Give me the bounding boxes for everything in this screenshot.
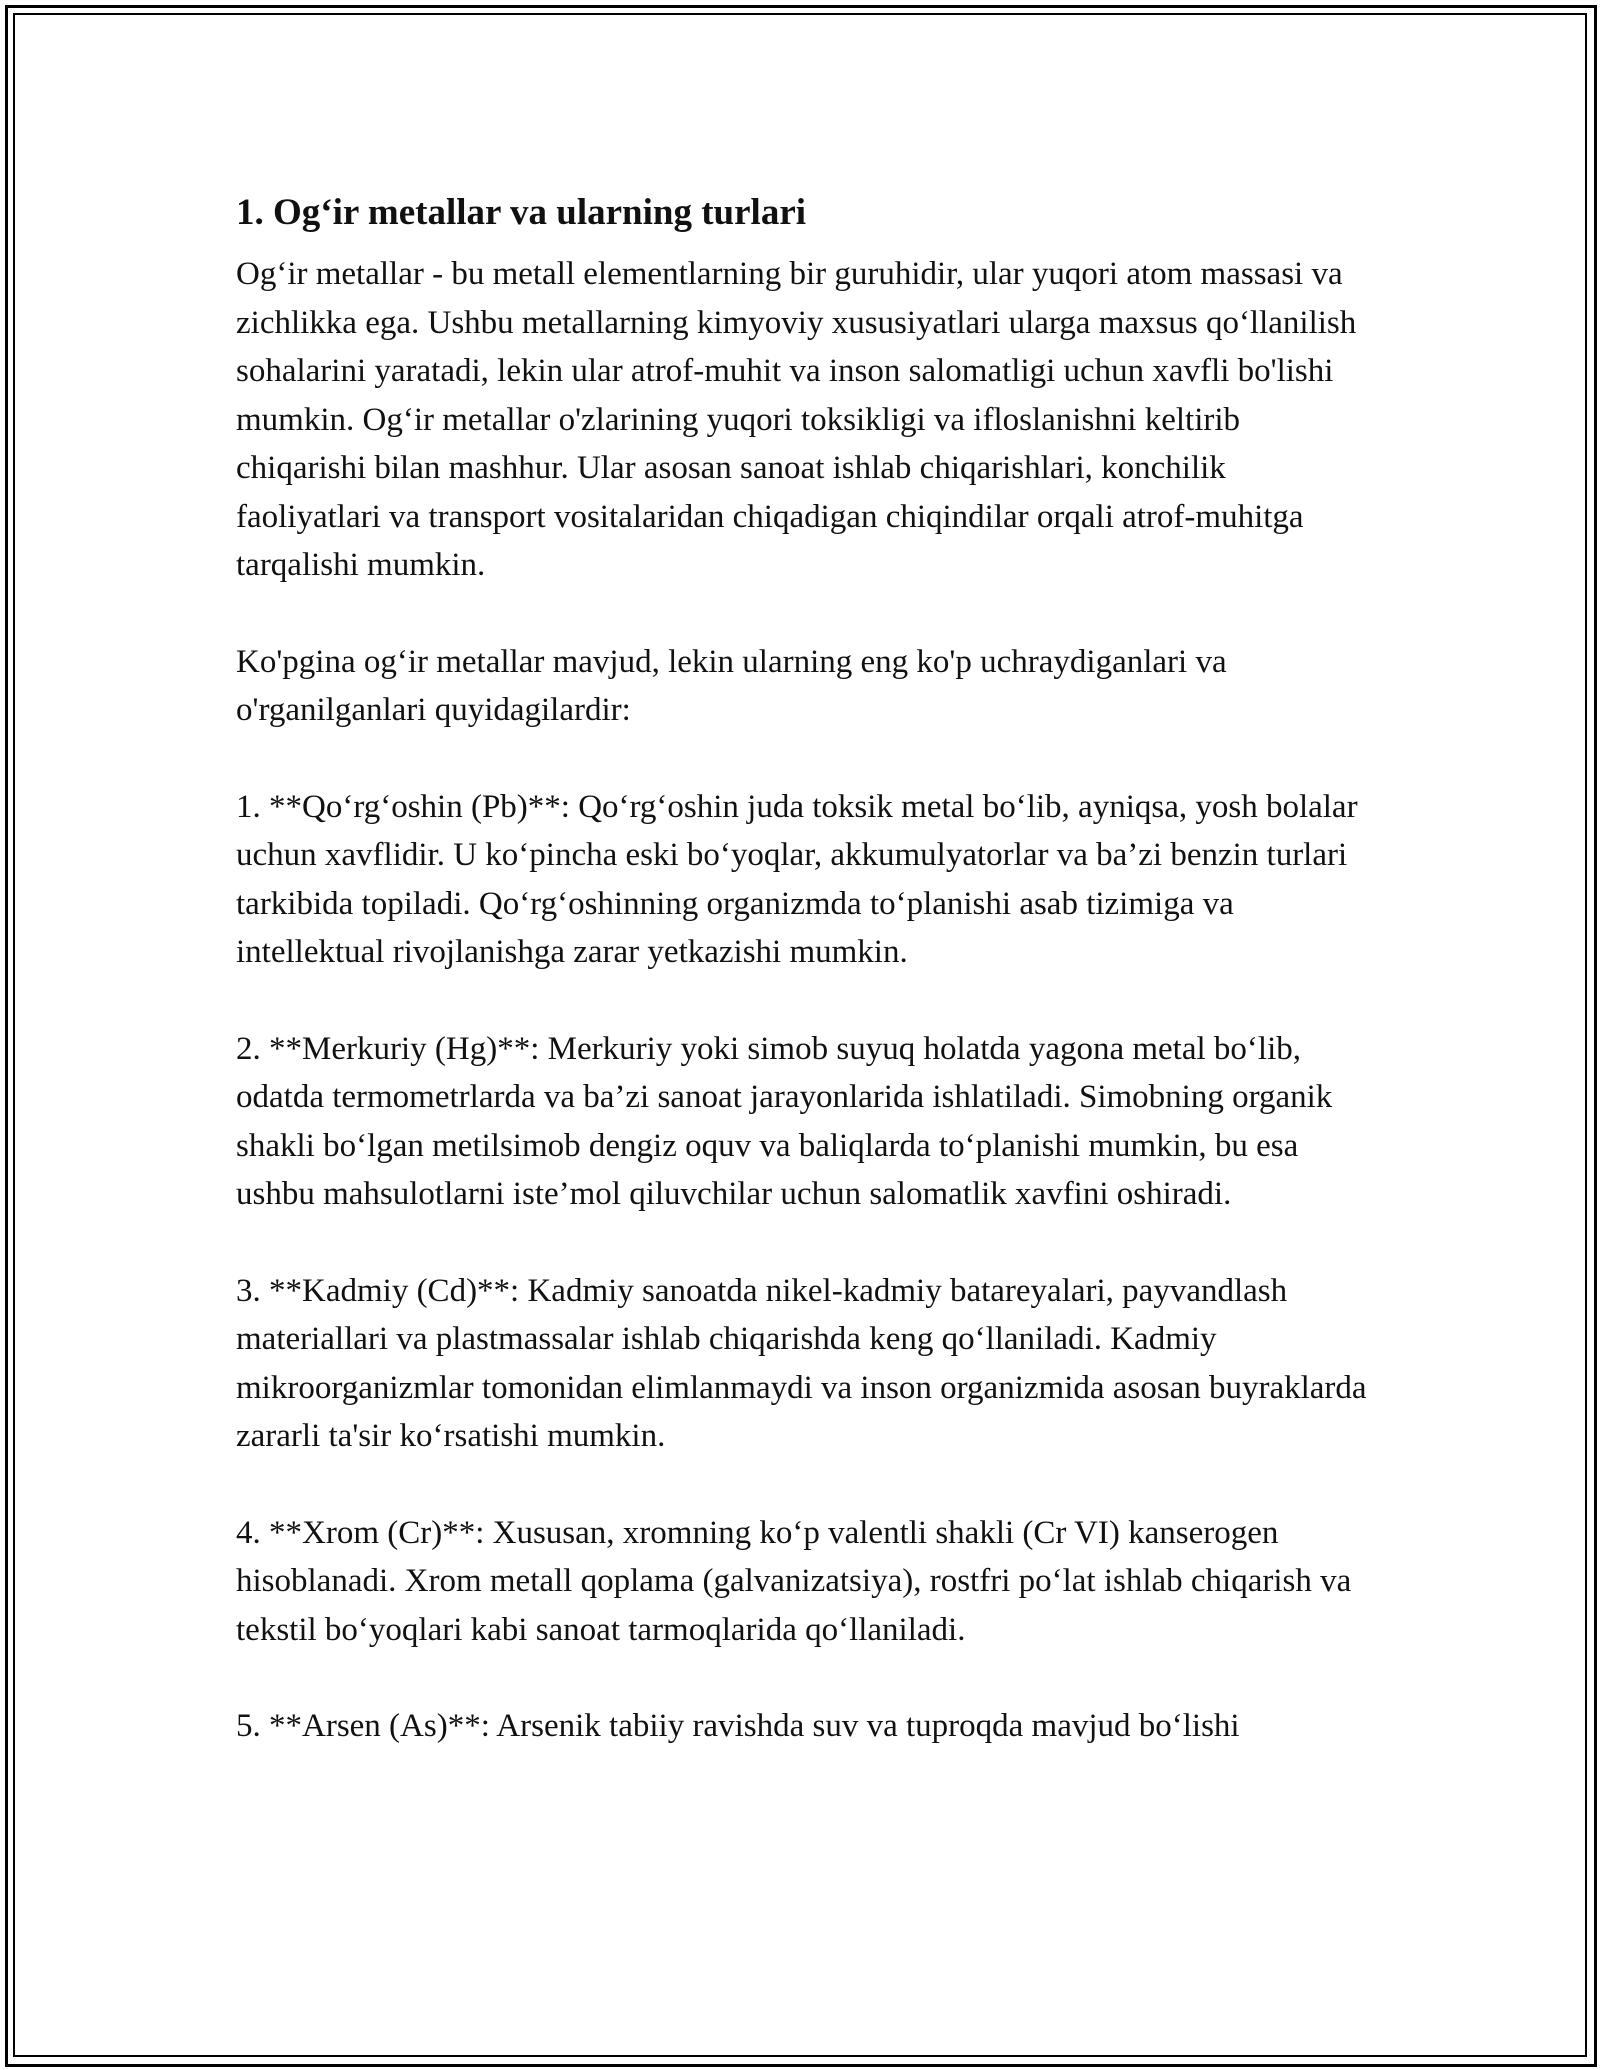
paragraph-intro: Og‘ir metallar - bu metall elementlarning bir guruhidir, ular yuqori atom massasi va zichlikka ega. Ushbu metallarning kimyoviy xususiyatlari ularga maxsus qo‘llanilish sohalarini yaratadi, lekin ular atrof-muhit va inson salomatligi uchun xavfli bo'lishi mumkin. Og‘ir metallar o'zlarining yuqori toksikligi va ifloslanishni keltirib chiqarishi bilan mashhur. Ular asosan sanoat ishlab chiqarishlari, konchilik faoliyatlari va transport vositalaridan chiqadigan chiqindilar orqali atrof-muhitga tarqalishi mumkin.: [236, 256, 1357, 583]
document-body: [236, 188, 1376, 1751]
section-heading: 1. Og‘ir metallar va ularning turlari: [236, 192, 807, 233]
list-item-chromium: 4. **Xrom (Cr)**: Xususan, xromning ko‘p valentli shakli (Cr VI) kanserogen hisoblanadi. Xrom metall qoplama (galvanizatsiya), rostfri po‘lat ishlab chiqarish va tekstil bo‘yoqlari kabi sanoat tarmoqlarida qo‘llaniladi.: [236, 1514, 1352, 1648]
list-item-lead: 1. **Qo‘rg‘oshin (Pb)**: Qo‘rg‘oshin juda toksik metal bo‘lib, ayniqsa, yosh bolalar uchun xavflidir. U ko‘pincha eski bo‘yoqlar, akkumulyatorlar va ba’zi benzin turlari tarkibida topiladi. Qo‘rg‘oshinning organizmda to‘planishi asab tizimiga va intellektual rivojlanishga zarar yetkazishi mumkin.: [236, 788, 1358, 970]
list-item-cadmium: 3. **Kadmiy (Cd)**: Kadmiy sanoatda nikel-kadmiy batareyalari, payvandlash materiallari va plastmassalar ishlab chiqarishda keng qo‘llaniladi. Kadmiy mikroorganizmlar tomonidan elimlanmaydi va inson organizmida asosan buyraklarda zararli ta'sir ko‘rsatishi mumkin.: [236, 1272, 1367, 1454]
paragraph-list-intro: Ko'pgina og‘ir metallar mavjud, lekin ularning eng ko'p uchraydiganlari va o'rganilganlari quyidagilardir:: [236, 643, 1227, 728]
list-item-mercury: 2. **Merkuriy (Hg)**: Merkuriy yoki simob suyuq holatda yagona metal bo‘lib, odatda termometrlarda va ba’zi sanoat jarayonlarida ishlatiladi. Simobning organik shakli bo‘lgan metilsimob dengiz oquv va baliqlarda to‘planishi mumkin, bu esa ushbu mahsulotlarni iste’mol qiluvchilar uchun salomatlik xavfini oshiradi.: [236, 1030, 1333, 1212]
list-item-arsenic: 5. **Arsen (As)**: Arsenik tabiiy ravishda suv va tuproqda mavjud bo‘lishi: [236, 1708, 1240, 1744]
